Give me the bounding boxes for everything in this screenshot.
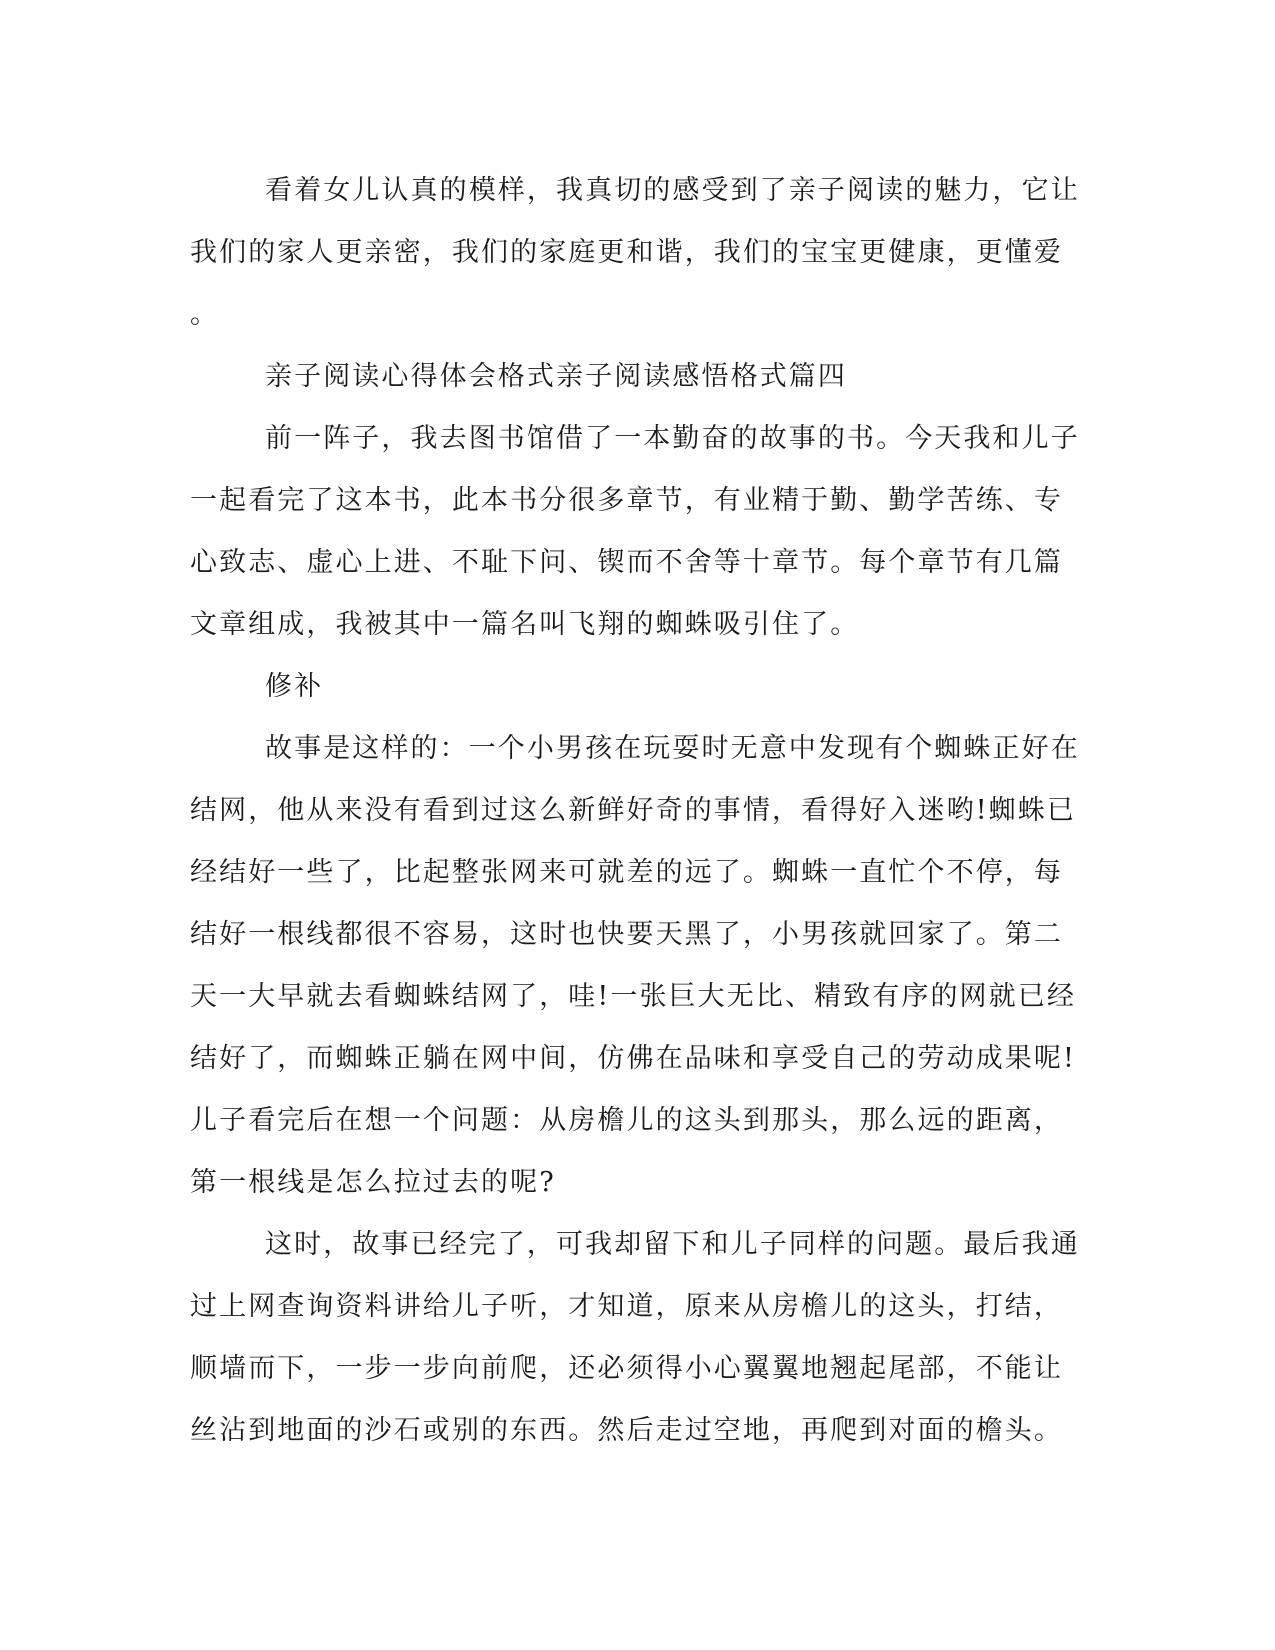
text-line: 看着女儿认真的模样，我真切的感受到了亲子阅读的魅力，它让 <box>265 175 1080 206</box>
text-line: 一起看完了这本书，此本书分很多章节，有业精于勤、勤学苦练、专 <box>190 485 1063 516</box>
text-line: 心致志、虚心上进、不耻下问、锲而不舍等十章节。每个章节有几篇 <box>190 547 1063 578</box>
text-line: 顺墙而下，一步一步向前爬，还必须得小心翼翼地翘起尾部，不能让 <box>190 1353 1063 1384</box>
text-line: 文章组成，我被其中一篇名叫飞翔的蜘蛛吸引住了。 <box>190 609 860 640</box>
text-line: 我们的家人更亲密，我们的家庭更和谐，我们的宝宝更健康，更懂爱 <box>190 237 1063 268</box>
text-line: 过上网查询资料讲给儿子听，才知道，原来从房檐儿的这头，打结， <box>190 1291 1063 1322</box>
text-line: 修补 <box>265 671 324 702</box>
text-line: 经结好一些了，比起整张网来可就差的远了。蜘蛛一直忙个不停，每 <box>190 857 1063 888</box>
text-line: 第一根线是怎么拉过去的呢? <box>190 1167 556 1198</box>
text-line: 结好一根线都很不容易，这时也快要天黑了，小男孩就回家了。第二 <box>190 919 1063 950</box>
section-heading: 亲子阅读心得体会格式亲子阅读感悟格式篇四 <box>265 361 847 392</box>
text-line: 故事是这样的：一个小男孩在玩耍时无意中发现有个蜘蛛正好在 <box>265 733 1080 764</box>
text-line: 。 <box>190 299 220 330</box>
text-line: 结好了，而蜘蛛正躺在网中间，仿佛在品味和享受自己的劳动成果呢! <box>190 1043 1076 1074</box>
text-line: 这时，故事已经完了，可我却留下和儿子同样的问题。最后我通 <box>265 1229 1080 1260</box>
text-line: 前一阵子，我去图书馆借了一本勤奋的故事的书。今天我和儿子 <box>265 423 1080 454</box>
text-line: 丝沾到地面的沙石或别的东西。然后走过空地，再爬到对面的檐头。 <box>190 1415 1063 1446</box>
text-line: 结网，他从来没有看到过这么新鲜好奇的事情，看得好入迷哟!蜘蛛已 <box>190 795 1076 826</box>
text-line: 天一大早就去看蜘蛛结网了，哇!一张巨大无比、精致有序的网就已经 <box>190 981 1076 1012</box>
text-line: 儿子看完后在想一个问题：从房檐儿的这头到那头，那么远的距离， <box>190 1105 1063 1136</box>
body-text <box>190 160 1090 1462</box>
